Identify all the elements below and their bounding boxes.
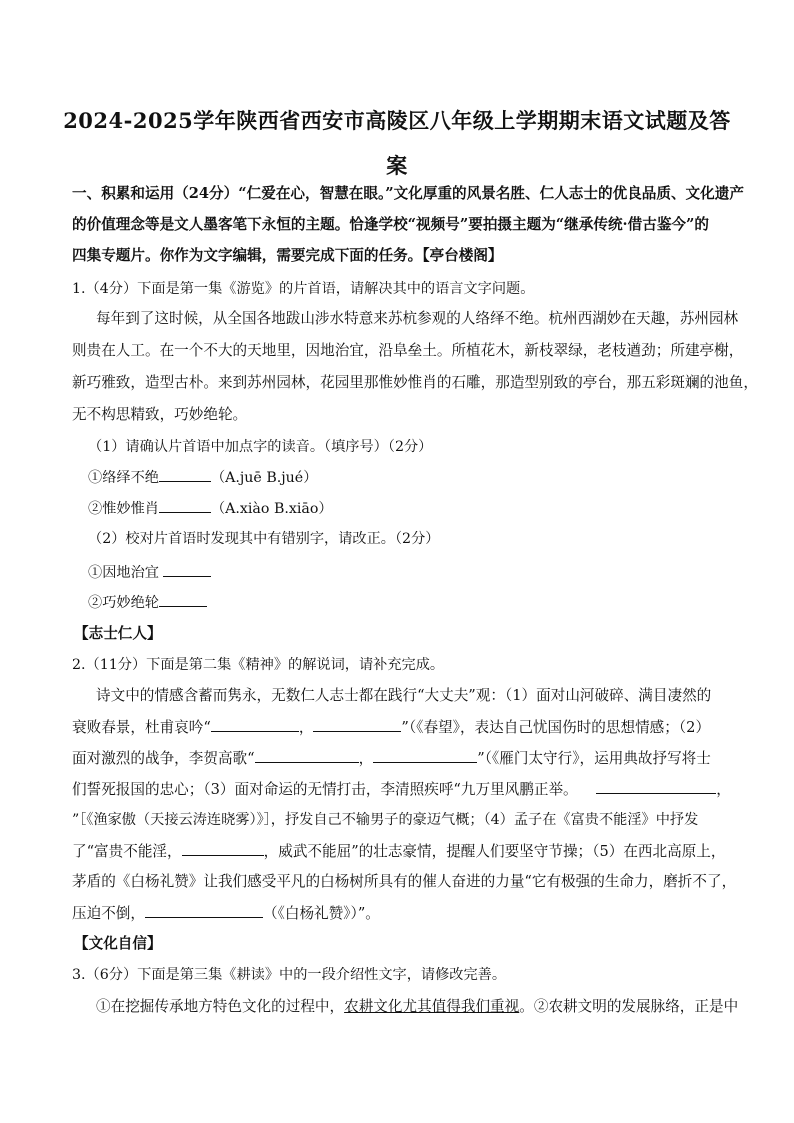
q1-sub2: （2）校对片首语时发现其中有错别字，请改正。（2分） [88, 531, 440, 547]
q2-stem: 2.（11分）下面是第二集《精神》的解说词，请补充完成。 [72, 657, 445, 673]
q2-line-6 [72, 841, 734, 862]
q2-line-2-text-c: ”（《春望》，表达自己忧国伤时的思想情感；（2） [401, 719, 711, 736]
q1-sub1: （1）请确认片首语中加点字的读音。（填序号）（2分） [88, 439, 433, 455]
q1-sub2-item-b [88, 592, 734, 613]
q2-line-4 [72, 779, 734, 800]
q1-sub2-item-a [88, 562, 734, 583]
answer-blank[interactable] [313, 717, 401, 732]
q2-line-3-comma: ， [358, 750, 374, 767]
section-tag-2: 【志士仁人】 [74, 625, 162, 642]
q2-line-6-text-a: 了“富贵不能淫， [72, 843, 182, 860]
q2-line-3-text-a: 面对激烈的战争，李贺高歌“ [72, 750, 255, 767]
answer-blank[interactable] [159, 592, 207, 607]
q1-passage-line-4: 无不构思精致，巧妙绝轮。 [72, 406, 248, 423]
q2-line-2 [72, 717, 734, 738]
answer-blank[interactable] [182, 841, 264, 856]
q2-line-2-comma: ， [298, 719, 314, 736]
section1-line-3: 四集专题片。你作为文字编辑，需要完成下面的任务。【亭台楼阁】 [72, 247, 503, 264]
section-tag-3: 【文化自信】 [74, 935, 162, 952]
q2-line-6-text-b: ，威武不能屈”的壮志豪情，提醒人们要坚守节操；（5）在西北高原上， [263, 843, 726, 860]
q1-sub1-b-options: （A.xiào B.xiāo） [210, 501, 333, 517]
q2-line-7: 茅盾的《白杨礼赞》让我们感受平凡的白杨树所具有的催人奋进的力量“它有极强的生命力，磨折不了， [72, 873, 737, 890]
title-line-2: 案 [386, 153, 408, 178]
title-line-1: 2024-2025学年陕西省西安市高陵区八年级上学期期末语文试题及答 [63, 108, 731, 133]
q3-line-1 [96, 997, 739, 1017]
q1-sub1-a-options: （A.juē B.jué） [210, 470, 318, 486]
document-title [60, 98, 734, 188]
answer-blank[interactable] [211, 717, 299, 732]
q2-line-4-comma: ， [716, 781, 731, 798]
q2-line-8-text-a: 压迫不倒， [72, 905, 145, 922]
answer-blank[interactable] [145, 903, 263, 918]
q1-passage-line-2: 则贵在人工。在一个不大的天地里，因地治宜，沿阜垒土。所植花木，新枝翠绿，老枝遒劲；所建亭榭， [72, 342, 744, 359]
section1-line-2: 的价值理念等是文人墨客笔下永恒的主题。恰逢学校“视频号”要拍摄主题为“继承传统·借古鉴今”的 [72, 216, 710, 233]
q2-line-4-text: 们誓死报国的忠心；（3）面对命运的无情打击，李清照疾呼“九万里风鹏正举。 [72, 781, 578, 798]
q3-stem: 3.（6分）下面是第三集《耕读》中的一段介绍性文字，请修改完善。 [72, 967, 507, 983]
answer-blank[interactable] [159, 498, 211, 513]
q1-sub1-a-label: ①络绎不绝 [88, 470, 159, 486]
q1-sub1-item-a [88, 467, 734, 488]
q2-line-8 [72, 903, 734, 924]
q1-passage-line-1: 每年到了这时候，从全国各地跋山涉水特意来苏杭参观的人络绎不绝。杭州西湖妙在天趣，苏州园林 [96, 310, 739, 327]
answer-blank[interactable] [159, 467, 211, 482]
q1-sub1-item-b [88, 498, 734, 519]
answer-blank[interactable] [373, 748, 477, 763]
q2-line-5: ”［《渔家傲（天接云涛连晓雾）》］，抒发自己不输男子的豪迈气概；（4）孟子在《富贵不能淫》中抒发 [72, 812, 699, 828]
q2-line-8-text-b: （《白杨礼赞》）”。 [262, 905, 380, 922]
q1-passage-line-3: 新巧雅致，造型古朴。来到苏州园林，花园里那惟妙惟肖的石雕，那造型别致的亭台，那五彩斑斓的池鱼， [72, 374, 758, 391]
q3-line-1-text-a: ①在挖掘传承地方特色文化的过程中， [96, 998, 345, 1015]
q1-sub1-b-label: ②惟妙惟肖 [88, 501, 159, 517]
section1-line-1: 一、积累和运用（24分）“仁爱在心，智慧在眼。”文化厚重的风景名胜、仁人志士的优良品质、文化遗产 [72, 185, 744, 202]
answer-blank[interactable] [255, 748, 359, 763]
q3-line-1-text-b: 。②农耕文明的发展脉络，正是中 [519, 998, 739, 1015]
q1-sub2-a-label: ①因地治宜 [88, 565, 159, 581]
q1-sub2-b-label: ②巧妙绝轮 [88, 595, 159, 611]
q2-line-1: 诗文中的情感含蓄而隽永，无数仁人志士都在践行“大丈夫”观：（1）面对山河破碎、满目凄然的 [96, 687, 712, 704]
q2-line-3-text-c: ”（《雁门太守行》，运用典故抒写将士 [477, 750, 711, 767]
q2-line-3 [72, 748, 734, 769]
q1-stem: 1.（4分）下面是第一集《游览》的片首语，请解决其中的语言文字问题。 [72, 281, 535, 297]
q3-underlined-phrase: 农耕文化尤其值得我们重视 [344, 998, 520, 1015]
answer-blank[interactable] [596, 779, 716, 794]
q2-line-2-text-a: 衰败春景，杜甫哀吟“ [72, 719, 211, 736]
answer-blank[interactable] [163, 562, 211, 577]
